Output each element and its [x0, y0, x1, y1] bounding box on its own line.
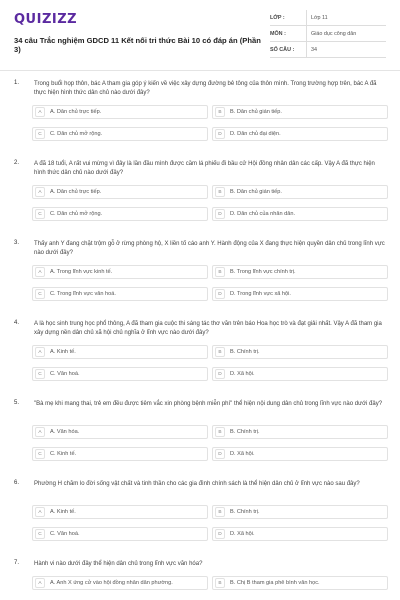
answer-option[interactable]: [32, 287, 208, 301]
option-text: A. Anh X ứng cử vào hội đồng nhân dân phường.: [50, 580, 173, 586]
answer-option[interactable]: [32, 505, 208, 519]
answer-option[interactable]: [212, 425, 388, 439]
answer-option[interactable]: [212, 287, 388, 301]
answer-option[interactable]: [212, 127, 388, 141]
meta-value: Lớp 11: [306, 10, 386, 25]
option-text: D. Dân chủ của nhân dân.: [230, 211, 295, 217]
answer-option[interactable]: [212, 576, 388, 590]
answer-option[interactable]: [32, 447, 208, 461]
question-text: A đã 18 tuổi, A rất vui mừng vì đây là lần đầu mình được cầm lá phiếu đi bầu cử Hội đồng nhân dân các cấp. Vậy A đã thực hiện hình thức dân chủ nào dưới đây?: [34, 161, 375, 176]
question-number: 6.: [14, 480, 20, 486]
option-text: B. Chị B tham gia phê bình văn học.: [230, 580, 320, 586]
option-text: A. Kinh tế.: [50, 509, 76, 515]
meta-label: LỚP :: [270, 14, 285, 21]
option-letter: C: [35, 289, 45, 299]
option-text: C. Kinh tế.: [50, 451, 77, 457]
question-item: [0, 158, 400, 238]
question-number: 7.: [14, 560, 20, 566]
option-text: B. Dân chủ gián tiếp.: [230, 109, 282, 115]
option-text: B. Chính trị.: [230, 349, 260, 355]
answer-option[interactable]: [32, 345, 208, 359]
option-letter: A: [35, 187, 45, 197]
answer-option[interactable]: [32, 105, 208, 119]
meta-row-count: [270, 42, 386, 58]
question-list: [0, 78, 400, 600]
question-text: "Bà mẹ khi mang thai, trẻ em đều được tiêm vắc xin phòng bệnh miễn phí" thể hiện nội dung dân chủ trong lĩnh vực nào dưới đây?: [34, 401, 383, 407]
question-number: 4.: [14, 320, 20, 326]
option-letter: A: [35, 267, 45, 277]
option-letter: B: [215, 427, 225, 437]
option-letter: B: [215, 507, 225, 517]
question-item: [0, 238, 400, 318]
meta-row-class: [270, 10, 386, 26]
question-number: 5.: [14, 400, 20, 406]
meta-table: [270, 10, 386, 58]
answer-option[interactable]: [212, 505, 388, 519]
question-item: [0, 318, 400, 398]
answer-option[interactable]: [212, 447, 388, 461]
answer-option[interactable]: [212, 185, 388, 199]
option-text: B. Chính trị.: [230, 509, 260, 515]
option-text: B. Dân chủ gián tiếp.: [230, 189, 282, 195]
option-text: A. Trong lĩnh vực kinh tế.: [50, 269, 113, 275]
option-letter: B: [215, 578, 225, 588]
answer-option[interactable]: [212, 345, 388, 359]
option-letter: A: [35, 107, 45, 117]
answer-option[interactable]: [32, 207, 208, 221]
option-text: C. Văn hoá.: [50, 531, 80, 537]
meta-label: MÔN :: [270, 30, 286, 37]
option-letter: B: [215, 267, 225, 277]
option-letter: A: [35, 427, 45, 437]
meta-value: 34: [306, 42, 386, 57]
option-letter: B: [215, 187, 225, 197]
option-letter: A: [35, 507, 45, 517]
option-text: C. Văn hoá.: [50, 371, 80, 377]
option-letter: C: [35, 449, 45, 459]
meta-value: Giáo dục công dân: [306, 26, 386, 41]
question-item: [0, 398, 400, 478]
question-text: A là học sinh trung học phổ thông, A đã tham gia cuộc thi sáng tác thơ văn trên báo Hoa học trò và đạt giải nhất. Vậy A đã tham gia xây dựng nền dân chủ xã hội chủ nghĩa ở lĩnh vực nào dưới đây?: [34, 321, 382, 336]
question-number: 3.: [14, 240, 20, 246]
option-text: D. Trong lĩnh vực xã hội.: [230, 291, 291, 297]
option-letter: B: [215, 107, 225, 117]
option-letter: A: [35, 347, 45, 357]
answer-option[interactable]: [32, 576, 208, 590]
answer-option[interactable]: [32, 425, 208, 439]
question-text: Phường H chăm lo đời sống vật chất và tinh thần cho các gia đình chính sách là thể hiện dân chủ ở lĩnh vực nào sau đây?: [34, 481, 360, 487]
option-letter: D: [215, 449, 225, 459]
option-text: D. Xã hội.: [230, 451, 255, 457]
option-text: C. Dân chủ mở rộng.: [50, 211, 103, 217]
option-letter: C: [35, 369, 45, 379]
quizizz-logo: QUIZIZZ: [14, 12, 78, 27]
question-item: [0, 558, 400, 600]
option-letter: D: [215, 129, 225, 139]
answer-option[interactable]: [32, 127, 208, 141]
option-text: A. Dân chủ trực tiếp.: [50, 189, 102, 195]
option-text: D. Dân chủ đại diện.: [230, 131, 281, 137]
option-text: C. Dân chủ mở rộng.: [50, 131, 103, 137]
answer-option[interactable]: [32, 185, 208, 199]
question-number: 2.: [14, 160, 20, 166]
option-letter: D: [215, 529, 225, 539]
option-letter: C: [35, 129, 45, 139]
option-text: B. Trong lĩnh vực chính trị.: [230, 269, 296, 275]
option-text: A. Văn hóa.: [50, 429, 80, 435]
answer-option[interactable]: [212, 265, 388, 279]
answer-option[interactable]: [212, 207, 388, 221]
option-text: D. Xã hội.: [230, 371, 255, 377]
option-letter: D: [215, 369, 225, 379]
answer-option[interactable]: [212, 105, 388, 119]
answer-option[interactable]: [32, 265, 208, 279]
header-divider: [0, 70, 400, 71]
option-letter: D: [215, 289, 225, 299]
question-number: 1.: [14, 80, 20, 86]
question-item: [0, 478, 400, 558]
worksheet-title: 34 câu Trắc nghiệm GDCD 11 Kết nối tri thức Bài 10 có đáp án (Phần 3): [14, 36, 261, 54]
option-text: A. Dân chủ trực tiếp.: [50, 109, 102, 115]
worksheet-header: [14, 10, 386, 68]
option-text: D. Xã hội.: [230, 531, 255, 537]
answer-option[interactable]: [32, 527, 208, 541]
meta-row-subject: [270, 26, 386, 42]
option-letter: B: [215, 347, 225, 357]
answer-option[interactable]: [32, 367, 208, 381]
answer-option[interactable]: [212, 527, 388, 541]
option-letter: C: [35, 209, 45, 219]
meta-label: SỐ CÂU :: [270, 46, 295, 53]
question-text: Trong buổi họp thôn, bác A tham gia góp ý kiến về việc xây dựng đường bê tông của thôn mình. Trong trường hợp trên, bác A đã thực hiện hình thức dân chủ nào dưới đây?: [34, 81, 377, 96]
option-letter: C: [35, 529, 45, 539]
question-text: Hành vi nào dưới đây thể hiện dân chủ trong lĩnh vực văn hóa?: [34, 561, 203, 567]
option-letter: D: [215, 209, 225, 219]
option-text: B. Chính trị.: [230, 429, 260, 435]
option-text: C. Trong lĩnh vực văn hoá.: [50, 291, 116, 297]
question-item: [0, 78, 400, 158]
option-letter: A: [35, 578, 45, 588]
answer-option[interactable]: [212, 367, 388, 381]
question-text: Thấy anh Y đang chặt trộm gỗ ở rừng phòng hộ, X liền tố cáo anh Y. Hành động của X đang thực hiện quyền dân chủ trong lĩnh vực nào dưới đây?: [34, 241, 385, 256]
option-text: A. Kinh tế.: [50, 349, 76, 355]
